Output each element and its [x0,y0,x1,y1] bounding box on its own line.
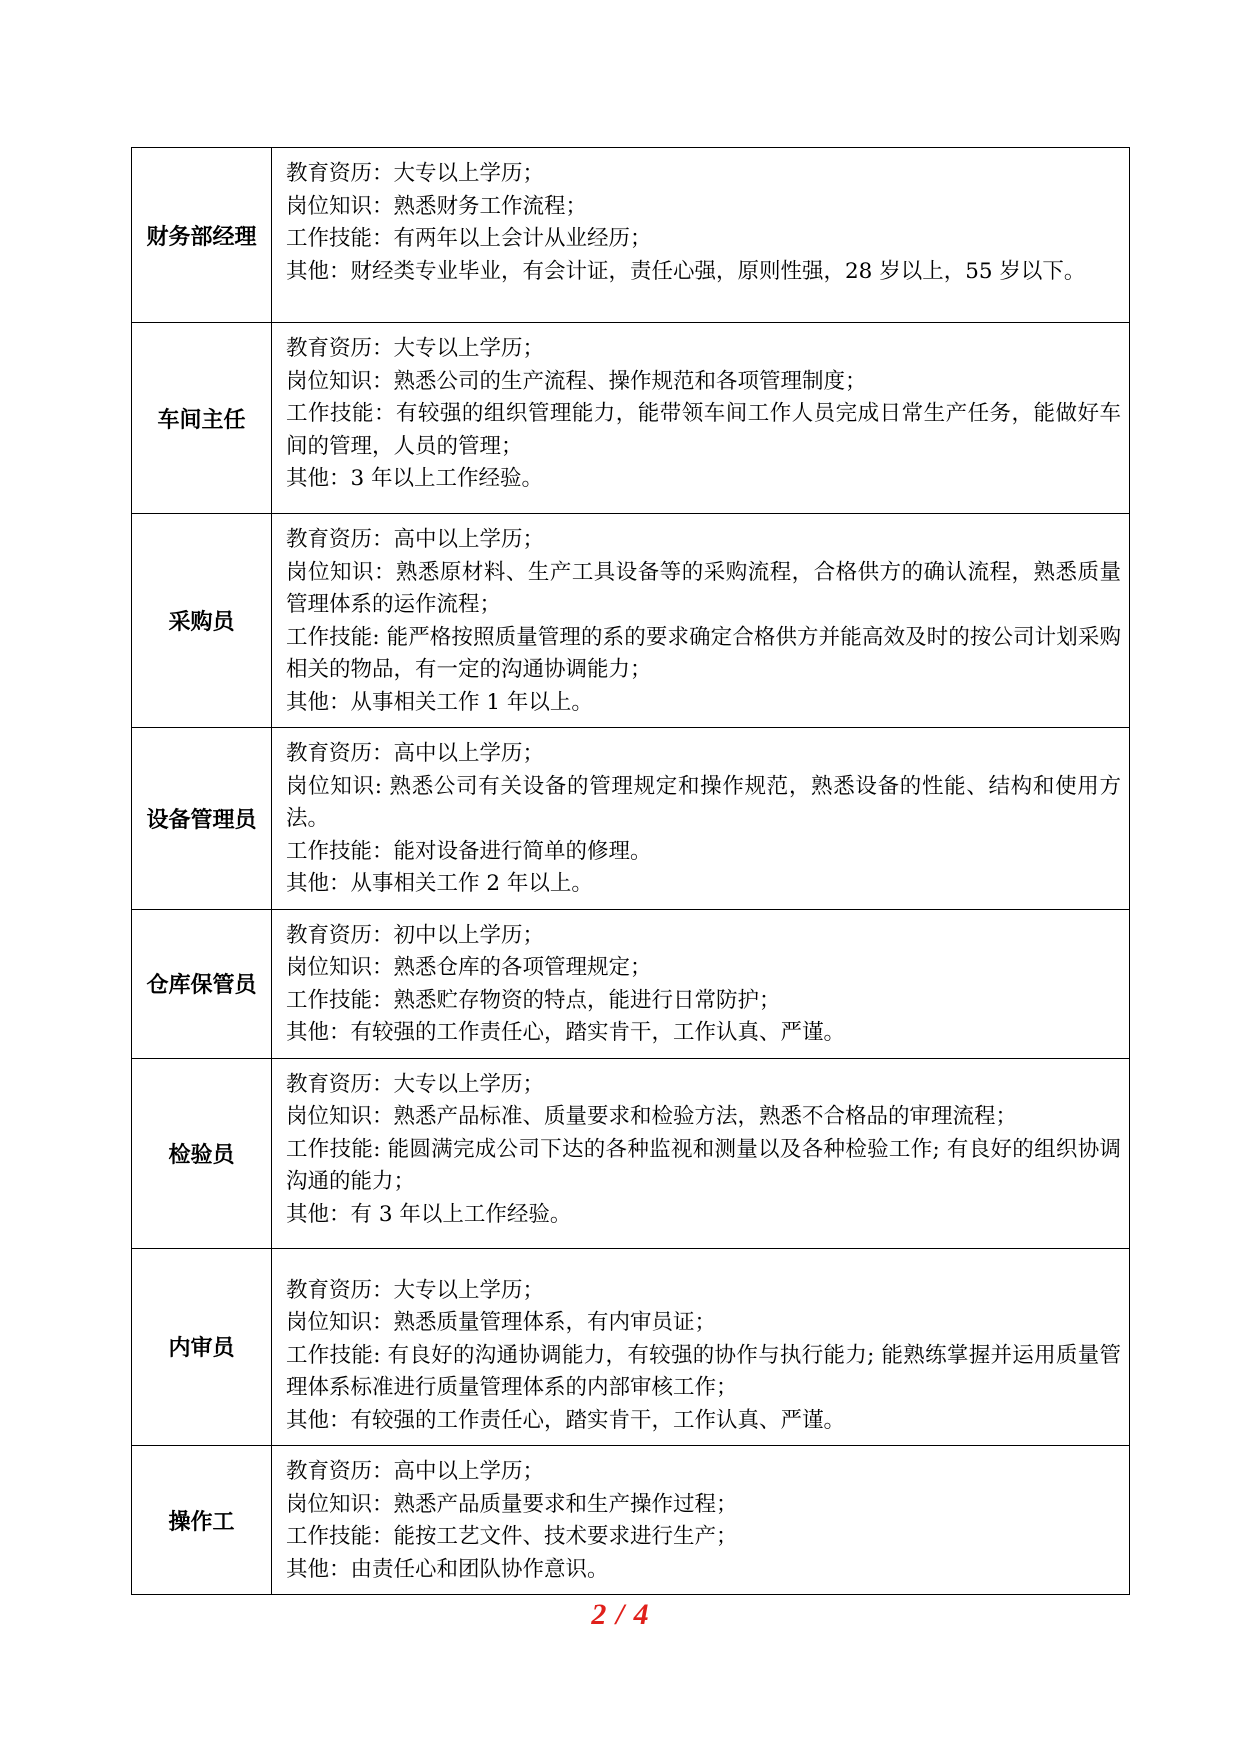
requirement-line: 其他：从事相关工作 1 年以上。 [286,689,593,715]
requirement-line: 工作技能：能按工艺文件、技术要求进行生产； [286,1524,738,1549]
table-row [132,1248,1130,1446]
requirement-line: 岗位知识：熟悉财务工作流程； [286,193,588,219]
requirement-line: 工作技能: 有良好的沟通协调能力，有较强的协作与执行能力; 能熟练掌握并运用质量管理体系标准进行质量管理体系的内部审核工作； [286,1342,1121,1400]
role-cell: 财务部经理 [132,148,272,323]
requirement-line: 岗位知识: 熟悉公司有关设备的管理规定和操作规范，熟悉设备的性能、结构和使用方法。 [286,773,1121,831]
requirements-cell [272,148,1130,323]
requirements-cell [272,909,1130,1058]
role-cell: 设备管理员 [132,728,272,910]
requirement-line: 其他：由责任心和团队协作意识。 [286,1556,609,1582]
requirement-line: 岗位知识：熟悉公司的生产流程、操作规范和各项管理制度； [286,368,867,394]
requirements-cell [272,1446,1130,1595]
role-cell: 操作工 [132,1446,272,1595]
requirement-line: 工作技能：有较强的组织管理能力，能带领车间工作人员完成日常生产任务，能做好车间的管理，人员的管理； [286,401,1121,459]
table-row [132,148,1130,323]
role-cell: 内审员 [132,1248,272,1446]
requirement-line: 工作技能：有两年以上会计从业经历； [286,226,652,251]
role-cell: 车间主任 [132,323,272,514]
table-row [132,1058,1130,1248]
requirement-line: 工作技能：能对设备进行简单的修理。 [286,838,652,864]
table-row [132,323,1130,514]
requirements-cell [272,1058,1130,1248]
table-row [132,728,1130,910]
requirement-line: 岗位知识：熟悉产品质量要求和生产操作过程； [286,1491,738,1517]
table-row [132,514,1130,728]
role-cell: 采购员 [132,514,272,728]
requirement-line: 岗位知识：熟悉质量管理体系，有内审员证； [286,1310,717,1335]
role-cell: 仓库保管员 [132,909,272,1058]
requirement-line: 教育资历：高中以上学历； [286,741,545,766]
requirements-cell [272,323,1130,514]
requirement-line: 教育资历：高中以上学历； [286,527,545,552]
job-requirements-table [131,147,1130,1595]
requirement-line: 其他：3 年以上工作经验。 [286,466,544,491]
requirement-line: 教育资历：大专以上学历； [286,161,545,186]
requirement-line: 工作技能: 能严格按照质量管理的系的要求确定合格供方并能高效及时的按公司计划采购相关的物品，有一定的沟通协调能力； [286,624,1121,682]
requirement-line: 教育资历：高中以上学历； [286,1459,545,1484]
requirement-line: 其他：财经类专业毕业，有会计证，责任心强，原则性强，28 岁以上，55 岁以下。 [286,258,1086,284]
requirements-cell [272,514,1130,728]
requirements-cell [272,1248,1130,1446]
requirement-line: 岗位知识：熟悉产品标准、质量要求和检验方法，熟悉不合格品的审理流程； [286,1104,1018,1129]
table-row [132,909,1130,1058]
requirement-line: 其他：有较强的工作责任心，踏实肯干，工作认真、严谨。 [286,1407,846,1433]
requirement-line: 教育资历：大专以上学历； [286,336,545,361]
requirement-line: 其他：有 3 年以上工作经验。 [286,1201,572,1227]
role-cell: 检验员 [132,1058,272,1248]
page-number: 2 / 4 [591,1598,650,1631]
requirement-line: 教育资历：初中以上学历； [286,922,545,948]
requirement-line: 其他：有较强的工作责任心，踏实肯干，工作认真、严谨。 [286,1020,846,1045]
requirement-line: 教育资历：大专以上学历； [286,1071,545,1097]
requirement-line: 教育资历：大专以上学历； [286,1277,545,1303]
requirement-line: 工作技能：熟悉贮存物资的特点，能进行日常防护； [286,987,781,1013]
requirement-line: 岗位知识：熟悉仓库的各项管理规定； [286,955,652,980]
requirements-cell [272,728,1130,910]
requirement-line: 工作技能: 能圆满完成公司下达的各种监视和测量以及各种检验工作; 有良好的组织协调沟通的能力； [286,1136,1121,1194]
table-row [132,1446,1130,1595]
requirement-line: 岗位知识：熟悉原材料、生产工具设备等的采购流程，合格供方的确认流程，熟悉质量管理体系的运作流程； [286,559,1121,617]
requirement-line: 其他：从事相关工作 2 年以上。 [286,871,593,896]
